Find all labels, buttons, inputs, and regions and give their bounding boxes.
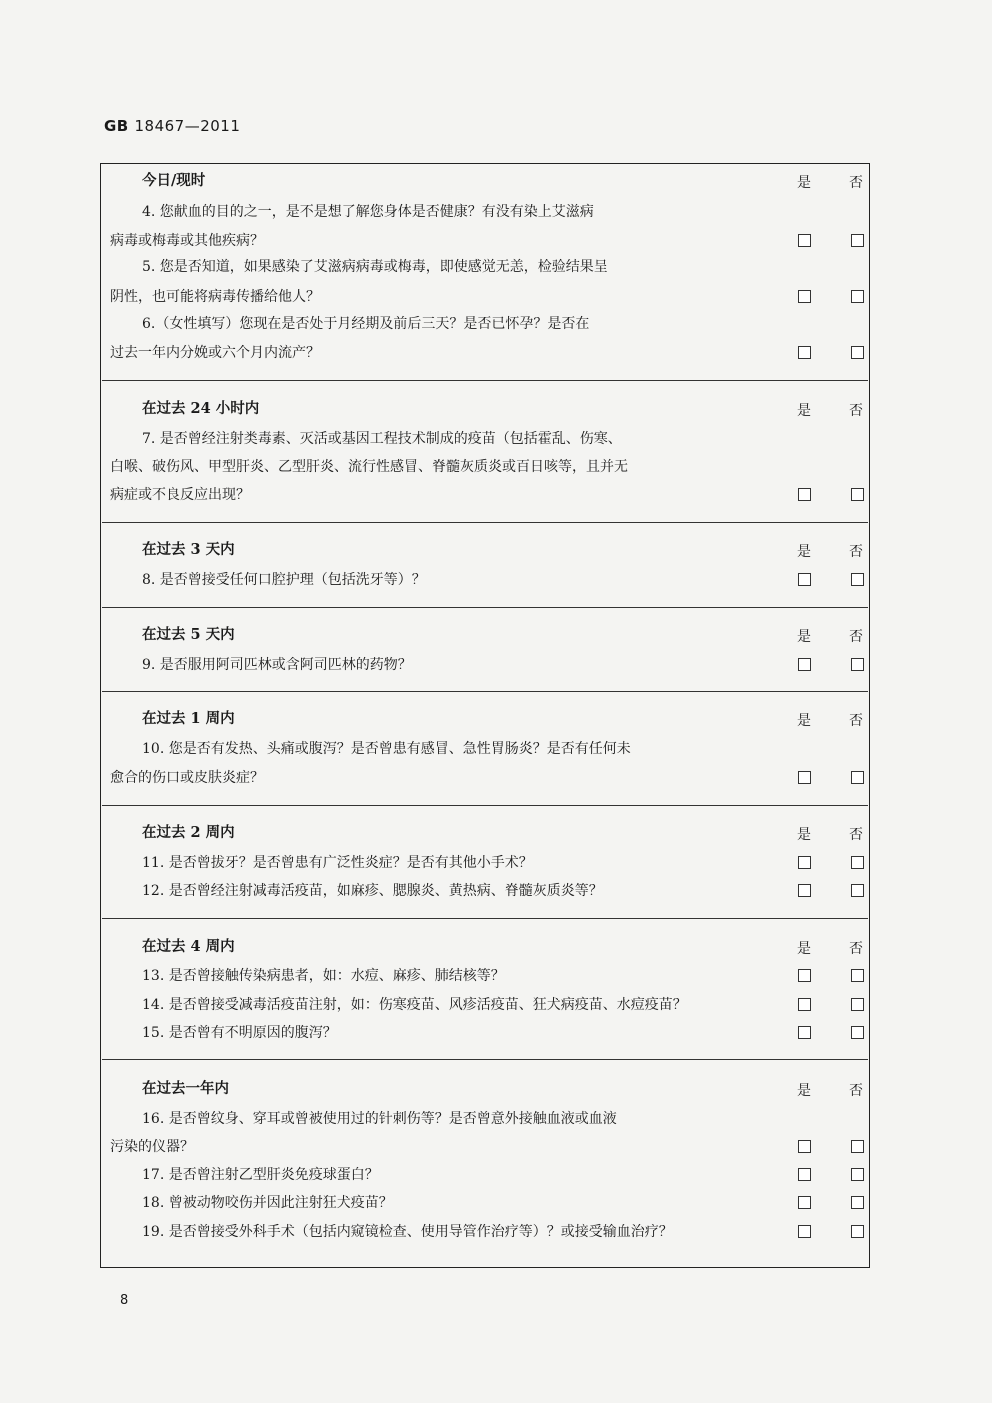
yes-column-header: 是 bbox=[797, 544, 811, 560]
question-text: 病毒或梅毒或其他疾病？ bbox=[110, 233, 264, 249]
question-text: 11. 是否曾拔牙？是否曾患有广泛性炎症？是否有其他小手术？ bbox=[142, 855, 533, 871]
yes-column-header: 是 bbox=[797, 827, 811, 843]
section-title: 在过去 5 天内 bbox=[142, 626, 235, 643]
question-text: 18. 曾被动物咬伤并因此注射狂犬疫苗？ bbox=[142, 1195, 393, 1211]
question-text: 病症或不良反应出现？ bbox=[110, 487, 250, 503]
section-divider bbox=[102, 522, 868, 523]
question-text: 14. 是否曾接受减毒活疫苗注射，如：伤寒疫苗、风疹活疫苗、狂犬病疫苗、水痘疫苗？ bbox=[142, 997, 687, 1013]
standard-year: 18467—2011 bbox=[134, 117, 241, 135]
question-text: 8. 是否曾接受任何口腔护理（包括洗牙等）？ bbox=[142, 572, 426, 588]
no-checkbox[interactable] bbox=[851, 1026, 864, 1039]
section-title: 在过去一年内 bbox=[142, 1080, 229, 1097]
no-checkbox[interactable] bbox=[851, 998, 864, 1011]
yes-column-header: 是 bbox=[797, 175, 811, 191]
no-checkbox[interactable] bbox=[851, 658, 864, 671]
section-title: 在过去 3 天内 bbox=[142, 541, 235, 558]
yes-checkbox[interactable] bbox=[798, 969, 811, 982]
question-text: 污染的仪器？ bbox=[110, 1139, 194, 1155]
yes-checkbox[interactable] bbox=[798, 290, 811, 303]
no-checkbox[interactable] bbox=[851, 856, 864, 869]
question-text: 4. 您献血的目的之一，是不是想了解您身体是否健康？有没有染上艾滋病 bbox=[142, 204, 594, 220]
section-divider bbox=[102, 918, 868, 919]
no-column-header: 否 bbox=[849, 403, 863, 419]
question-text: 6.（女性填写）您现在是否处于月经期及前后三天？是否已怀孕？是否在 bbox=[142, 316, 590, 332]
standard-code: GB bbox=[104, 117, 129, 135]
yes-checkbox[interactable] bbox=[798, 856, 811, 869]
yes-checkbox[interactable] bbox=[798, 1026, 811, 1039]
question-text: 19. 是否曾接受外科手术（包括内窥镜检查、使用导管作治疗等）？或接受输血治疗？ bbox=[142, 1224, 673, 1240]
yes-checkbox[interactable] bbox=[798, 488, 811, 501]
yes-column-header: 是 bbox=[797, 403, 811, 419]
section-title: 在过去 24 小时内 bbox=[142, 400, 260, 417]
section-title: 在过去 4 周内 bbox=[142, 938, 235, 955]
no-column-header: 否 bbox=[849, 713, 863, 729]
no-column-header: 否 bbox=[849, 629, 863, 645]
question-text: 17. 是否曾注射乙型肝炎免疫球蛋白？ bbox=[142, 1167, 379, 1183]
question-text: 9. 是否服用阿司匹林或含阿司匹林的药物？ bbox=[142, 657, 412, 673]
yes-checkbox[interactable] bbox=[798, 346, 811, 359]
question-text: 15. 是否曾有不明原因的腹泻？ bbox=[142, 1025, 337, 1041]
no-checkbox[interactable] bbox=[851, 488, 864, 501]
question-text: 10. 您是否有发热、头痛或腹泻？是否曾患有感冒、急性胃肠炎？是否有任何未 bbox=[142, 741, 631, 757]
section-divider bbox=[102, 380, 868, 381]
yes-checkbox[interactable] bbox=[798, 234, 811, 247]
section-divider bbox=[102, 691, 868, 692]
yes-column-header: 是 bbox=[797, 629, 811, 645]
yes-column-header: 是 bbox=[797, 941, 811, 957]
yes-column-header: 是 bbox=[797, 1083, 811, 1099]
section-title: 在过去 2 周内 bbox=[142, 824, 235, 841]
no-checkbox[interactable] bbox=[851, 1140, 864, 1153]
yes-column-header: 是 bbox=[797, 713, 811, 729]
no-checkbox[interactable] bbox=[851, 234, 864, 247]
standard-number bbox=[104, 117, 240, 135]
section-divider bbox=[102, 805, 868, 806]
yes-checkbox[interactable] bbox=[798, 1168, 811, 1181]
no-checkbox[interactable] bbox=[851, 1168, 864, 1181]
question-text: 愈合的伤口或皮肤炎症？ bbox=[110, 770, 264, 786]
no-checkbox[interactable] bbox=[851, 1225, 864, 1238]
no-checkbox[interactable] bbox=[851, 290, 864, 303]
section-divider bbox=[102, 1059, 868, 1060]
no-column-header: 否 bbox=[849, 1083, 863, 1099]
no-column-header: 否 bbox=[849, 941, 863, 957]
section-title: 今日/现时 bbox=[142, 172, 206, 189]
no-checkbox[interactable] bbox=[851, 771, 864, 784]
question-text: 7. 是否曾经注射类毒素、灭活或基因工程技术制成的疫苗（包括霍乱、伤寒、 bbox=[142, 431, 622, 447]
no-checkbox[interactable] bbox=[851, 1196, 864, 1209]
page-number: 8 bbox=[120, 1293, 129, 1308]
yes-checkbox[interactable] bbox=[798, 1225, 811, 1238]
question-text: 13. 是否曾接触传染病患者，如：水痘、麻疹、肺结核等？ bbox=[142, 968, 505, 984]
no-checkbox[interactable] bbox=[851, 573, 864, 586]
yes-checkbox[interactable] bbox=[798, 658, 811, 671]
no-checkbox[interactable] bbox=[851, 884, 864, 897]
question-text: 16. 是否曾纹身、穿耳或曾被使用过的针刺伤等？是否曾意外接触血液或血液 bbox=[142, 1111, 617, 1127]
no-checkbox[interactable] bbox=[851, 969, 864, 982]
no-column-header: 否 bbox=[849, 827, 863, 843]
yes-checkbox[interactable] bbox=[798, 884, 811, 897]
yes-checkbox[interactable] bbox=[798, 1196, 811, 1209]
question-text: 5. 您是否知道，如果感染了艾滋病病毒或梅毒，即使感觉无恙，检验结果呈 bbox=[142, 259, 608, 275]
no-checkbox[interactable] bbox=[851, 346, 864, 359]
yes-checkbox[interactable] bbox=[798, 998, 811, 1011]
question-text: 白喉、破伤风、甲型肝炎、乙型肝炎、流行性感冒、脊髓灰质炎或百日咳等，且并无 bbox=[110, 459, 628, 475]
question-text: 过去一年内分娩或六个月内流产？ bbox=[110, 345, 320, 361]
yes-checkbox[interactable] bbox=[798, 1140, 811, 1153]
no-column-header: 否 bbox=[849, 544, 863, 560]
yes-checkbox[interactable] bbox=[798, 573, 811, 586]
section-divider bbox=[102, 607, 868, 608]
section-title: 在过去 1 周内 bbox=[142, 710, 235, 727]
yes-checkbox[interactable] bbox=[798, 771, 811, 784]
question-text: 12. 是否曾经注射减毒活疫苗，如麻疹、腮腺炎、黄热病、脊髓灰质炎等？ bbox=[142, 883, 603, 899]
no-column-header: 否 bbox=[849, 175, 863, 191]
question-text: 阴性，也可能将病毒传播给他人？ bbox=[110, 289, 320, 305]
